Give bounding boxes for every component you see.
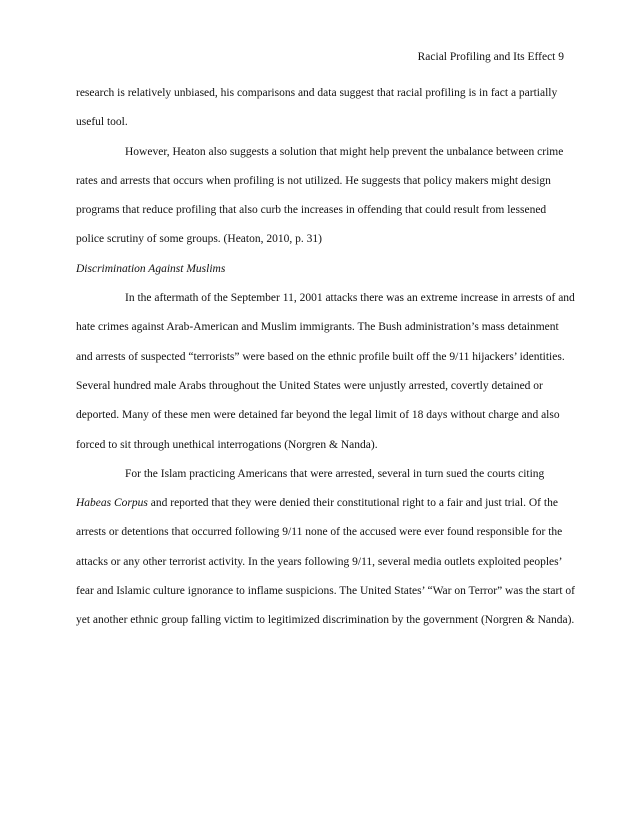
paragraph-text-end: and reported that they were denied their constitutional right to a fair and just trial. Of the arrests or detentions that occurred following 9/11 none of the accused were ever found responsible for the attacks or any other terrorist activity. In the years following 9/11, several media outlets exploited peoples’ fear and Islamic culture ignorance to inflame suspicions. The United States’ “War on Terror” was the start of yet another ethnic group falling victim to legitimized discrimination by the government (Norgren & Nanda).	[76, 497, 575, 627]
habeas-corpus-term: Habeas Corpus	[76, 497, 148, 510]
paragraph-text-start: For the Islam practicing Americans that were arrested, several in turn sued the courts citing	[125, 467, 545, 480]
paragraph-aftermath: In the aftermath of the September 11, 2001 attacks there was an extreme increase in arrests of and hate crimes against Arab-American and Muslim immigrants. The Bush administration’s mass detainment and arrests of suspected “terrorists” were based on the ethnic profile built off the 9/11 hijackers’ identities. Several hundred male Arabs throughout the United States were unjustly arrested, covertly detained or deported. Many of these men were detained far beyond the legal limit of 18 days without charge and also forced to sit through unethical interrogations (Norgren & Nanda).	[76, 292, 575, 451]
paragraph-habeas-corpus	[76, 460, 576, 636]
paragraph-heaton-solution: However, Heaton also suggests a solution that might help prevent the unbalance between crime rates and arrests that occurs when profiling is not utilized. He suggests that policy makers might design programs that reduce profiling that also curb the increases in offending that could result from lessened police scrutiny of some groups. (Heaton, 2010, p. 31)	[76, 145, 564, 246]
running-head: Racial Profiling and Its Effect 9	[417, 51, 564, 63]
body-text	[76, 79, 576, 636]
section-heading: Discrimination Against Muslims	[76, 262, 226, 275]
paragraph-continuation: research is relatively unbiased, his comparisons and data suggest that racial profiling is in fact a partially useful tool.	[76, 87, 558, 129]
